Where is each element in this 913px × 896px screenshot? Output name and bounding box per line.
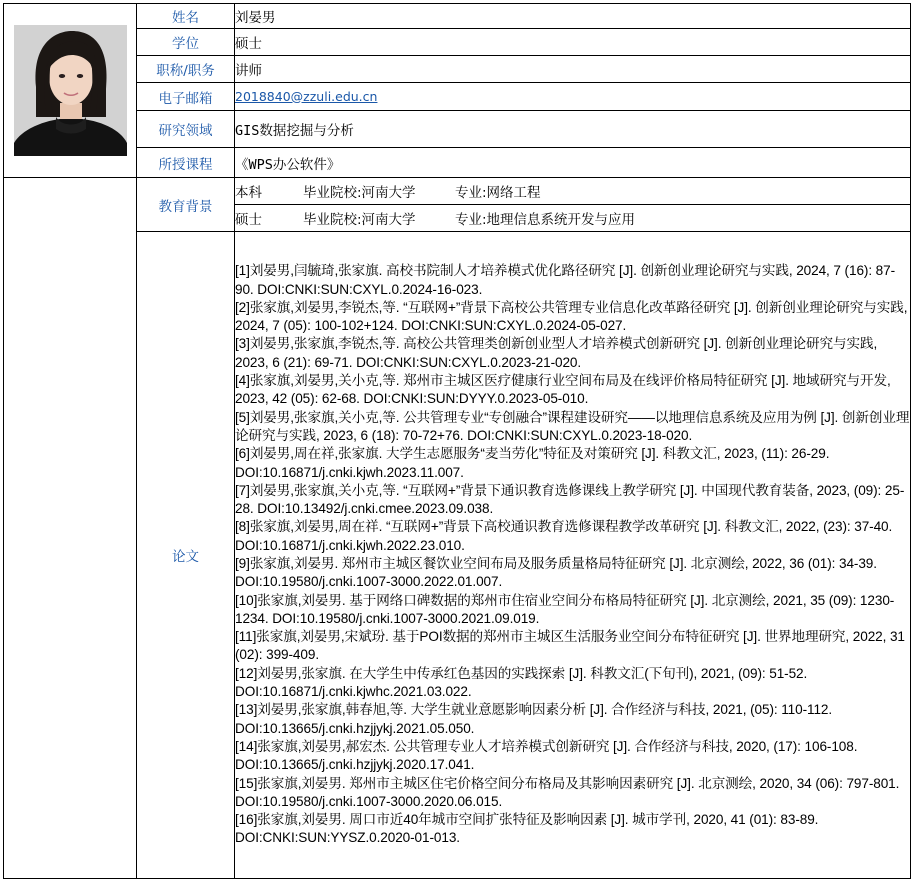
paper-item: [10]张家旗,刘晏男. 基于网络口碑数据的郑州市住宿业空间分布格局特征研究 [J]. 北京测绘, 2021, 35 (09): 1230-1234. DOI:10.19580/j.cnki.1007-3000.2021.09.019. <box>235 592 895 626</box>
paper-item: [9]张家旗,刘晏男. 郑州市主城区餐饮业空间布局及服务质量格局特征研究 [J]. 北京测绘, 2022, 36 (01): 34-39. DOI:10.19580/j.cnki.1007-3000.2022.01.007. <box>235 556 877 590</box>
label-email: 电子邮箱 <box>137 83 235 111</box>
edu-school: 毕业院校:河南大学 <box>303 185 416 201</box>
label-title: 职称/职务 <box>137 56 235 83</box>
education-row-2 <box>235 205 911 232</box>
paper-item: [1]刘晏男,闫毓琦,张家旗. 高校书院制人才培养模式优化路径研究 [J]. 创新创业理论研究与实践, 2024, 7 (16): 87-90. DOI:CNKI:SUN:CXYL.0.2024-16-023. <box>235 263 896 297</box>
education-row-1 <box>235 178 911 205</box>
email-link[interactable]: 2018840@zzuli.edu.cn <box>235 88 378 104</box>
edu-major: 专业:网络工程 <box>455 185 541 201</box>
paper-item: [6]刘晏男,周在祥,张家旗. 大学生志愿服务“麦当劳化”特征及对策研究 [J]. 科教文汇, 2023, (11): 26-29. DOI:10.16871/j.cnki.kjwh.2023.11.007. <box>235 446 830 480</box>
paper-item: [4]张家旗,刘晏男,关小克,等. 郑州市主城区医疗健康行业空间布局及在线评价格局特征研究 [J]. 地域研究与开发, 2023, 42 (05): 62-68. DOI:CNKI:SUN:DYYY.0.2023-05-010. <box>235 373 891 407</box>
paper-item: [2]张家旗,刘晏男,李锐杰,等. “互联网+”背景下高校公共管理专业信息化改革路径研究 [J]. 创新创业理论研究与实践, 2024, 7 (05): 100-102+124. DOI:CNKI:SUN:CXYL.0.2024-05-027. <box>235 299 908 334</box>
paper-item: [3]刘晏男,张家旗,李锐杰,等. 高校公共管理类创新创业型人才培养模式创新研究 [J]. 创新创业理论研究与实践, 2023, 6 (21): 69-71. DOI:CNKI:SUN:CXYL.0.2023-21-020. <box>235 336 878 370</box>
value-degree: 硕士 <box>235 29 911 56</box>
profile-table <box>3 3 911 879</box>
label-papers: 论文 <box>137 232 235 879</box>
paper-item: [11]张家旗,刘晏男,宋斌玢. 基于POI数据的郑州市主城区生活服务业空间分布特征研究 [J]. 世界地理研究, 2022, 31 (02): 399-409. <box>235 629 905 663</box>
paper-item: [13]刘晏男,张家旗,韩春旭,等. 大学生就业意愿影响因素分析 [J]. 合作经济与科技, 2021, (05): 110-112. DOI:10.13665/j.cnki.hzjjykj.2021.05.050. <box>235 702 833 736</box>
value-email-cell <box>235 83 911 111</box>
label-research: 研究领域 <box>137 111 235 148</box>
label-name: 姓名 <box>137 4 235 29</box>
paper-item: [8]张家旗,刘晏男,周在祥. “互联网+”背景下高校通识教育选修课程教学改革研究 [J]. 科教文汇, 2022, (23): 37-40. DOI:10.16871/j.cnki.kjwh.2022.23.010. <box>235 519 893 553</box>
value-name: 刘晏男 <box>235 4 911 29</box>
portrait-photo <box>14 25 127 156</box>
value-courses: 《WPS办公软件》 <box>235 148 911 178</box>
papers-cell <box>235 232 911 879</box>
label-education: 教育背景 <box>137 178 235 232</box>
paper-item: [12]刘晏男,张家旗. 在大学生中传承红色基因的实践探索 [J]. 科教文汇(下旬刊), 2021, (09): 51-52. DOI:10.16871/j.cnki.kjwhc.2021.03.022. <box>235 665 808 700</box>
paper-item: [5]刘晏男,张家旗,关小克,等. 公共管理专业“专创融合”课程建设研究——以地理信息系统及应用为例 [J]. 创新创业理论研究与实践, 2023, 6 (18): 70-72+76. DOI:CNKI:SUN:CXYL.0.2023-18-020. <box>235 409 910 443</box>
edu-major: 专业:地理信息系统开发与应用 <box>455 212 636 228</box>
value-research: GIS数据挖掘与分析 <box>235 111 911 148</box>
edu-school: 毕业院校:河南大学 <box>303 212 416 228</box>
papers-list <box>235 262 910 848</box>
value-title: 讲师 <box>235 56 911 83</box>
empty-left-cell <box>4 178 137 879</box>
paper-item: [15]张家旗,刘晏男. 郑州市主城区住宅价格空间分布格局及其影响因素研究 [J]. 北京测绘, 2020, 34 (06): 797-801. DOI:10.19580/j.cnki.1007-3000.2020.06.015. <box>235 775 900 809</box>
paper-item: [14]张家旗,刘晏男,郝宏杰. 公共管理专业人才培养模式创新研究 [J]. 合作经济与科技, 2020, (17): 106-108. DOI:10.13665/j.cnki.hzjjykj.2020.17.041. <box>235 738 858 773</box>
edu-level: 本科 <box>235 185 262 201</box>
photo-cell <box>4 4 137 178</box>
portrait-icon <box>14 25 127 156</box>
paper-item: [7]刘晏男,张家旗,关小克,等. “互联网+”背景下通识教育选修课线上教学研究 [J]. 中国现代教育装备, 2023, (09): 25-28. DOI:10.13492/j.cnki.cmee.2023.09.038. <box>235 482 905 517</box>
paper-item: [16]张家旗,刘晏男. 周口市近40年城市空间扩张特征及影响因素 [J]. 城市学刊, 2020, 41 (01): 83-89. DOI:CNKI:SUN:YYSZ.0.2020-01-013. <box>235 812 819 846</box>
label-courses: 所授课程 <box>137 148 235 178</box>
label-degree: 学位 <box>137 29 235 56</box>
edu-level: 硕士 <box>235 212 262 228</box>
